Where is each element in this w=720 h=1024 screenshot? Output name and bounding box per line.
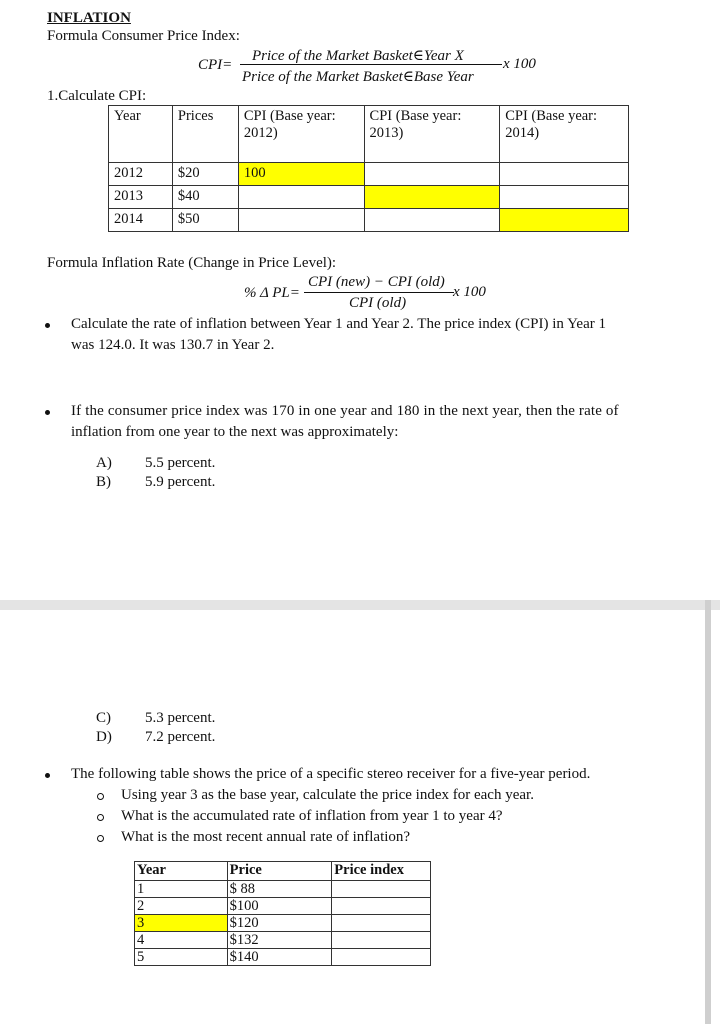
header-price-index: Price index [332, 862, 431, 881]
cpi-formula-multiplier: x 100 [503, 56, 536, 72]
inflation-fraction-bar [304, 292, 454, 293]
cell-price-index[interactable] [332, 915, 431, 932]
cpi-formula-numerator: Price of the Market Basket∈Year X [252, 48, 464, 64]
header-prices: Prices [172, 106, 238, 163]
circle-bullet-icon [97, 835, 104, 842]
header-price: Price [227, 862, 332, 881]
option-b-letter: B) [96, 474, 111, 490]
header-cpi-2012: CPI (Base year: 2012) [238, 106, 364, 163]
cell-year: 5 [135, 949, 228, 966]
question3-subitem: What is the accumulated rate of inflation from year 1 to year 4? [121, 808, 503, 824]
cell-price-index[interactable] [332, 949, 431, 966]
cell-price: $20 [172, 163, 238, 186]
option-d-text: 7.2 percent. [145, 729, 216, 745]
cell-price: $100 [227, 898, 332, 915]
cpi-table [108, 105, 629, 232]
cell-cpi-2013[interactable] [364, 186, 500, 209]
cell-cpi-2013[interactable] [364, 163, 500, 186]
table-row [135, 915, 431, 932]
cell-year: 4 [135, 932, 228, 949]
cell-price-index[interactable] [332, 881, 431, 898]
cell-year: 2012 [109, 163, 173, 186]
header-cpi-2014: CPI (Base year: 2014) [500, 106, 629, 163]
cpi-fraction-bar [240, 64, 502, 65]
cell-year: 1 [135, 881, 228, 898]
cell-cpi-2012[interactable] [238, 186, 364, 209]
inflation-formula-numerator: CPI (new) − CPI (old) [308, 274, 445, 290]
cell-year: 2 [135, 898, 228, 915]
cell-cpi-2014[interactable] [500, 209, 629, 232]
cell-price: $132 [227, 932, 332, 949]
table-row [135, 932, 431, 949]
header-cpi-2013: CPI (Base year: 2013) [364, 106, 500, 163]
inflation-formula-multiplier: x 100 [453, 284, 486, 300]
scrollbar[interactable] [705, 600, 711, 1024]
option-b-text: 5.9 percent. [145, 474, 216, 490]
inflation-formula-denominator: CPI (old) [349, 295, 407, 311]
option-a-letter: A) [96, 455, 112, 471]
table-row [135, 949, 431, 966]
cell-price-index[interactable] [332, 932, 431, 949]
bullet-icon [45, 773, 50, 778]
cell-price: $ 88 [227, 881, 332, 898]
question3-subitem: Using year 3 as the base year, calculate the price index for each year. [121, 787, 534, 803]
cell-price: $40 [172, 186, 238, 209]
table-row [109, 209, 629, 232]
circle-bullet-icon [97, 793, 104, 800]
circle-bullet-icon [97, 814, 104, 821]
table-row [135, 881, 431, 898]
cell-cpi-2012[interactable]: 100 [238, 163, 364, 186]
cell-price: $120 [227, 915, 332, 932]
header-year: Year [109, 106, 173, 163]
cell-year: 2014 [109, 209, 173, 232]
cell-price: $50 [172, 209, 238, 232]
question3-intro: The following table shows the price of a specific stereo receiver for a five-year period. [71, 766, 591, 782]
inflation-formula-label: Formula Inflation Rate (Change in Price Level): [47, 255, 337, 271]
cell-cpi-2013[interactable] [364, 209, 500, 232]
question3-subitem: What is the most recent annual rate of inflation? [121, 829, 411, 845]
option-d-letter: D) [96, 729, 112, 745]
table-row [109, 163, 629, 186]
option-c-text: 5.3 percent. [145, 710, 216, 726]
bullet-icon [45, 410, 50, 415]
header-year: Year [135, 862, 228, 881]
cell-price: $140 [227, 949, 332, 966]
stereo-table-header-row [135, 862, 431, 881]
page-title: INFLATION [47, 10, 131, 26]
stereo-price-table [134, 861, 431, 966]
bullet-icon [45, 323, 50, 328]
cell-price-index[interactable] [332, 898, 431, 915]
cpi-formula-label: Formula Consumer Price Index: [47, 28, 240, 44]
cell-cpi-2014[interactable] [500, 186, 629, 209]
option-a-text: 5.5 percent. [145, 455, 216, 471]
inflation-formula-lhs: % Δ PL= [244, 285, 300, 301]
question1-line1: Calculate the rate of inflation between Year 1 and Year 2. The price index (CPI) in Year 1 [71, 316, 606, 332]
question2-line1: If the consumer price index was 170 in one year and 180 in the next year, then the rate of [71, 403, 619, 419]
option-c-letter: C) [96, 710, 111, 726]
cpi-table-header-row [109, 106, 629, 163]
table-row [109, 186, 629, 209]
cpi-formula-lhs: CPI= [198, 57, 233, 73]
question1-line2: was 124.0. It was 130.7 in Year 2. [71, 337, 275, 353]
page-break [0, 600, 720, 610]
cell-year: 2013 [109, 186, 173, 209]
task1-heading: 1.Calculate CPI: [47, 88, 147, 104]
cpi-formula-denominator: Price of the Market Basket∈Base Year [242, 69, 474, 85]
cell-year: 3 [135, 915, 228, 932]
table-row [135, 898, 431, 915]
cell-cpi-2014[interactable] [500, 163, 629, 186]
cell-cpi-2012[interactable] [238, 209, 364, 232]
question2-line2: inflation from one year to the next was approximately: [71, 424, 399, 440]
